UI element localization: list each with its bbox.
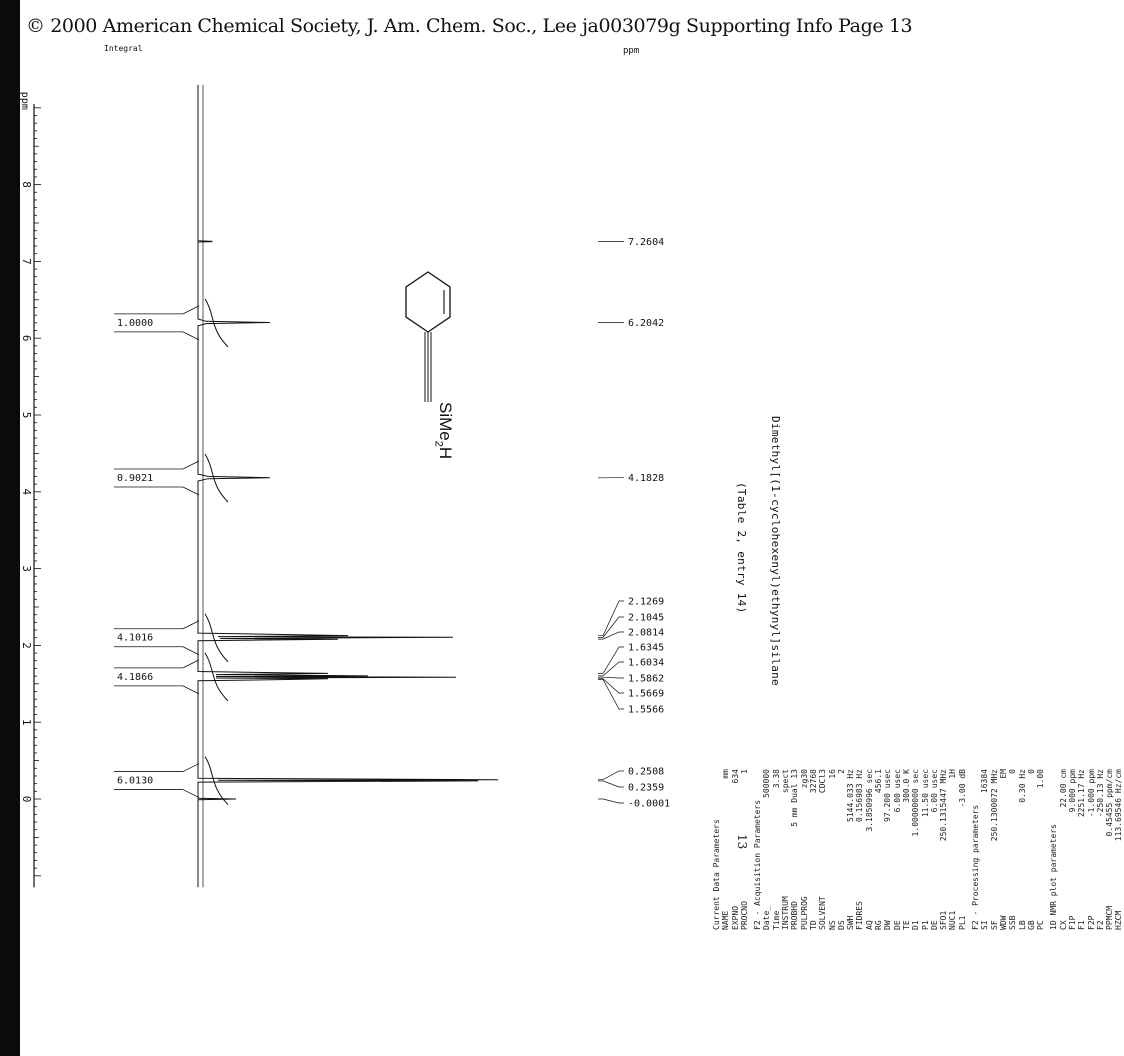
param-value: 16 xyxy=(827,769,837,779)
proc-params-list xyxy=(980,765,1045,930)
param-key: PL1 xyxy=(957,915,967,930)
param-value: 0 xyxy=(1008,769,1018,774)
param-key: DE xyxy=(892,920,902,930)
axis-tick-label: 8 xyxy=(20,181,33,188)
spectrum-line xyxy=(198,85,498,888)
axis-tick-label: 3 xyxy=(20,565,33,572)
plot-row xyxy=(1114,765,1123,930)
plot-row xyxy=(1068,765,1077,930)
param-value: 2 xyxy=(836,769,846,774)
proc-row xyxy=(1027,765,1036,930)
integral-connector xyxy=(183,660,199,694)
param-value: 22.00 cm xyxy=(1058,769,1068,808)
param-key: D1 xyxy=(911,920,921,930)
param-value: 5 mm Dual 13 xyxy=(790,769,800,827)
param-key: GB xyxy=(1026,920,1036,930)
param-value: 0 xyxy=(1026,769,1036,774)
param-key: LB xyxy=(1017,920,1027,930)
axis-tick-label: 2 xyxy=(20,642,33,649)
param-value: 1.00000000 sec xyxy=(911,769,921,837)
param-key: FIDRES xyxy=(855,901,865,930)
plot-params-title: 1D NMR plot parameters xyxy=(1049,824,1059,930)
plot-row xyxy=(1105,765,1114,930)
page-number: 13 xyxy=(735,834,749,850)
param-key: SWH xyxy=(846,915,856,930)
param-value: 0.45455 ppm/cm xyxy=(1105,769,1115,837)
proc-row xyxy=(990,765,999,930)
integral-connector xyxy=(183,461,199,495)
param-value: mm xyxy=(721,769,731,779)
param-value: -250.13 Hz xyxy=(1095,769,1105,818)
param-key: DE xyxy=(929,920,939,930)
peak-labels xyxy=(598,237,670,810)
current-row xyxy=(721,765,730,930)
param-value: 3.1850996 sec xyxy=(864,769,874,832)
param-value: CDCl3 xyxy=(818,769,828,794)
peak-leader xyxy=(598,781,624,787)
param-value: 0.156983 Hz xyxy=(855,769,865,822)
integral-connector xyxy=(183,306,199,340)
param-value: 456.1 xyxy=(874,769,884,794)
acq-row xyxy=(790,765,799,930)
peak-label: 4.1828 xyxy=(628,473,665,485)
acq-params-list xyxy=(762,765,967,930)
peak-label: 0.2508 xyxy=(628,766,665,778)
param-key: PC xyxy=(1036,920,1046,930)
silyl-group-label: SiMe$_2$H xyxy=(432,402,455,460)
peak-leader xyxy=(598,601,624,636)
integral-curve xyxy=(205,614,228,662)
peak-leader xyxy=(598,677,624,678)
integral-connector xyxy=(183,764,199,798)
param-key: TE xyxy=(901,920,911,930)
peak-label: -0.0001 xyxy=(628,798,671,810)
param-key: F2 xyxy=(1095,920,1105,930)
integral-value: 4.1866 xyxy=(117,671,154,683)
spectrum-trace xyxy=(198,85,498,888)
param-value: 113.69546 Hz/cm xyxy=(1114,769,1124,842)
param-value: 6.00 usec xyxy=(929,769,939,813)
acq-row xyxy=(809,765,818,930)
cyclohexene-ring xyxy=(406,272,450,332)
acq-row xyxy=(874,765,883,930)
integral-value: 0.9021 xyxy=(117,472,154,484)
param-key: INSTRUM xyxy=(781,896,791,930)
integral-connector xyxy=(183,621,199,655)
peak-leader xyxy=(598,799,624,803)
param-value: 0.30 Hz xyxy=(1017,769,1027,803)
peak-label: 2.1045 xyxy=(628,612,665,624)
param-value: 500000 xyxy=(762,769,772,798)
param-value: 250.1300072 MHz xyxy=(989,769,999,842)
peak-label: 0.2359 xyxy=(628,782,665,794)
proc-row xyxy=(999,765,1008,930)
plot-row xyxy=(1096,765,1105,930)
peak-label: 2.0814 xyxy=(628,627,665,639)
peak-label: 6.2042 xyxy=(628,318,665,330)
param-key: SF xyxy=(989,920,999,930)
acq-row xyxy=(930,765,939,930)
param-key: DS xyxy=(836,920,846,930)
molecule-structure xyxy=(406,272,450,402)
peak-label: 2.1269 xyxy=(628,596,665,608)
current-row xyxy=(731,765,740,930)
param-key: HZCM xyxy=(1114,910,1124,930)
param-key: P1 xyxy=(920,920,930,930)
peak-leader xyxy=(598,617,624,637)
acq-row xyxy=(772,765,781,930)
plot-row xyxy=(1087,765,1096,930)
param-value: 1.00 xyxy=(1036,769,1046,789)
peak-label: 1.5566 xyxy=(628,704,665,716)
param-key: AQ xyxy=(864,920,874,930)
param-value: 634 xyxy=(730,769,740,784)
peak-leader xyxy=(598,680,624,710)
acq-row xyxy=(800,765,809,930)
peak-leader xyxy=(598,679,624,693)
acq-row xyxy=(837,765,846,930)
param-key: PULPROG xyxy=(799,896,809,930)
current-params-title: Current Data Parameters xyxy=(712,819,721,930)
acq-row xyxy=(893,765,902,930)
param-value: 11.50 usec xyxy=(920,769,930,818)
param-key: F1 xyxy=(1077,920,1087,930)
param-key: Time xyxy=(771,910,781,930)
peak-label: 1.5862 xyxy=(628,673,665,685)
param-key: CX xyxy=(1058,920,1068,930)
param-value: 1H xyxy=(948,769,958,779)
param-key: Date_ xyxy=(762,905,772,930)
param-value: spect xyxy=(781,769,791,794)
current-row xyxy=(740,765,749,930)
compound-name: Dimethyl[(1-cyclohexenyl)ethynyl]silane xyxy=(769,416,782,686)
param-key: F1P xyxy=(1067,915,1077,930)
acq-row xyxy=(855,765,864,930)
peak-label: 1.5669 xyxy=(628,688,665,700)
param-key: NAME xyxy=(721,910,731,930)
ppm-axis xyxy=(19,44,639,887)
peak-label: 1.6345 xyxy=(628,642,665,654)
axis-tick-label: 1 xyxy=(20,718,33,726)
plot-row xyxy=(1059,765,1068,930)
param-value: 9.000 ppm xyxy=(1067,769,1077,813)
page-header: © 2000 American Chemical Society, J. Am. Chem. Soc., Lee ja003079g Supporting Info Page 13 xyxy=(26,15,913,37)
axis-tick-label: 4 xyxy=(20,488,33,496)
acq-row xyxy=(958,765,967,930)
param-key: SOLVENT xyxy=(818,896,828,930)
param-key: DW xyxy=(883,920,893,930)
param-value: 97.200 usec xyxy=(883,769,893,822)
axis-tick-label: 7 xyxy=(20,258,33,265)
axis-unit-label: ppm xyxy=(19,91,30,110)
acq-row xyxy=(781,765,790,930)
param-key: NUC1 xyxy=(948,910,958,930)
integral-column-label: Integral xyxy=(104,44,143,53)
param-value: 1 xyxy=(739,769,749,774)
acq-row xyxy=(911,765,920,930)
proc-params-title: F2 - Processing parameters xyxy=(971,804,981,930)
proc-row xyxy=(1008,765,1017,930)
axis-tick-label: 0 xyxy=(20,795,33,803)
param-value: 3.38 xyxy=(771,769,781,789)
param-value: 250.1315447 MHz xyxy=(939,769,949,842)
acq-row xyxy=(865,765,874,930)
acq-row xyxy=(818,765,827,930)
param-key: WDW xyxy=(998,915,1008,930)
param-key: EXPNO xyxy=(730,905,740,930)
param-value: 16384 xyxy=(980,769,990,794)
param-value: -1.000 ppm xyxy=(1086,769,1096,818)
peak-label: 1.6034 xyxy=(628,657,665,669)
proc-row xyxy=(1018,765,1027,930)
param-value: 300.0 K xyxy=(901,769,911,803)
param-value: 5144.033 Hz xyxy=(846,769,856,822)
acq-row xyxy=(921,765,930,930)
param-key: SFO1 xyxy=(939,910,949,930)
param-value: zg30 xyxy=(799,769,809,789)
acquisition-parameters-block xyxy=(712,765,1124,930)
ppm-column-label: ppm xyxy=(623,46,640,56)
param-key: F2P xyxy=(1086,915,1096,930)
param-key: PROBHD xyxy=(790,901,800,930)
param-key: SI xyxy=(980,920,990,930)
acq-row xyxy=(846,765,855,930)
acq-row xyxy=(902,765,911,930)
current-params-list xyxy=(721,765,749,930)
axis-tick-label: 6 xyxy=(20,334,33,342)
acq-row xyxy=(828,765,837,930)
peak-label: 7.2604 xyxy=(628,236,665,248)
peak-leader xyxy=(598,647,624,674)
axis-tick-label: 5 xyxy=(20,411,33,419)
integral-group xyxy=(114,299,228,805)
peak-leader xyxy=(598,771,624,780)
integral-value: 4.1016 xyxy=(117,632,154,644)
plot-row xyxy=(1077,765,1086,930)
param-key: RG xyxy=(874,920,884,930)
plot-params-list xyxy=(1059,765,1124,930)
table-entry-label: (Table 2, entry 14) xyxy=(735,482,748,614)
param-value: EM xyxy=(998,769,1008,779)
param-key: PPMCM xyxy=(1105,905,1115,930)
proc-row xyxy=(980,765,989,930)
acq-row xyxy=(883,765,892,930)
param-key: TD xyxy=(808,920,818,930)
proc-row xyxy=(1036,765,1045,930)
integral-value: 6.0130 xyxy=(117,775,154,787)
param-key: SSB xyxy=(1008,915,1018,930)
acq-row xyxy=(948,765,957,930)
param-value: -3.00 dB xyxy=(957,769,967,808)
acq-row xyxy=(762,765,771,930)
param-value: 6.00 usec xyxy=(892,769,902,813)
param-value: 32768 xyxy=(808,769,818,794)
integral-value: 1.0000 xyxy=(117,317,154,329)
acq-row xyxy=(939,765,948,930)
param-key: NS xyxy=(827,920,837,930)
param-value: 2251.17 Hz xyxy=(1077,769,1087,818)
param-key: PROCNO xyxy=(739,901,749,930)
acq-params-title: F2 - Acquisition Parameters xyxy=(753,799,763,930)
